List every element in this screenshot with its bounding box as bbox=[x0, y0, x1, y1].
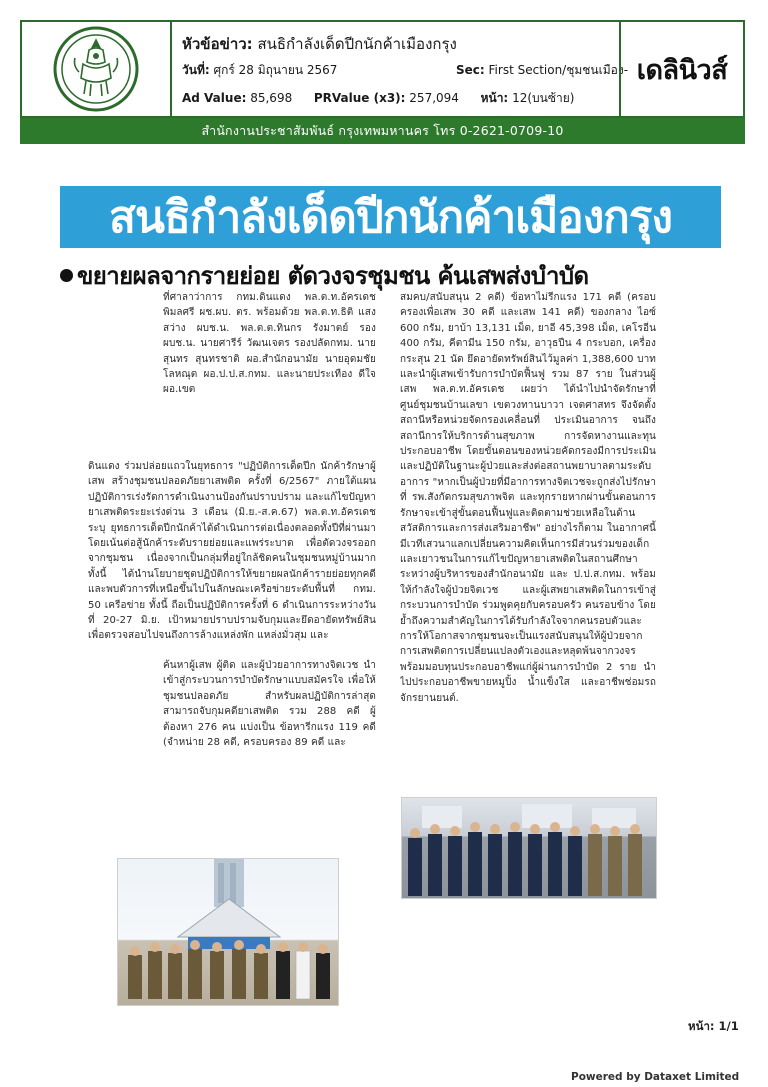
article-subtitle-text: ขยายผลจากรายย่อย ตัดวงจรชุมชน ค้นเสพส่งบำบัด bbox=[77, 262, 589, 290]
pr-value-label: PRValue (x3): bbox=[313, 91, 406, 105]
page-label: หน้า: bbox=[480, 91, 509, 105]
headline-label: หัวข้อข่าว: bbox=[182, 35, 253, 53]
page-indicator: หน้า: 1/1 bbox=[688, 1019, 739, 1033]
event-photo-officials bbox=[117, 858, 339, 1006]
ad-value: 85,698 bbox=[250, 91, 293, 105]
ad-value-label: Ad Value: bbox=[182, 91, 247, 105]
agency-bar: สำนักงานประชาสัมพันธ์ กรุงเทพมหานคร โทร 0-2621-0709-10 bbox=[20, 118, 745, 144]
date-label: วันที่: bbox=[182, 63, 210, 77]
headline-row bbox=[182, 32, 457, 56]
logo-cell bbox=[22, 22, 172, 116]
police-photo-illustration bbox=[402, 798, 657, 899]
info-cell bbox=[174, 22, 629, 116]
article-paragraph-4: สมคบ/สนับสนุน 2 คดี) ข้อหาไม่รีกแรง 171 คดี (ครอบครองเพื่อเสพ 30 คดี และเสพ 141 คดี) ของกลาง ไอซ์ 600 กรัม, ยาบ้า 13,131 เม็ด, ยาอี 45,398 เม็ด, เคโรอีน 400 กรัม, คีตามีน 150 กรัม, อาวุธปืน 4 กระบอก, เครื่องกระสุน 21 นัด ยึดอายัดทรัพย์สินไว้มูลค่า 1,388,600 บาท และนำผู้เสพเข้ารับการบำบัดฟื้นฟู รวม 87 ราย ในส่วนผู้เสพ พล.ต.ท.อัครเดช เผยว่า ได้นำไปนำจัดรักษาที่ศูนย์ชุมชนบ้านเลขา เขตวงทานบาวา เจตศาสทร จึงจัดตั้งสถานีหรือหน่วยจัดกรองเคลื่อนที่ ประเมินอาการ จนถึงสถานีการให้บริการด้านสุขภาพ การจัดหางานและทุนประกอบอาชีพ โดยขั้นตอนของหน่วยคัดกรองมีการประเมินและปฏิบัติในฐานะผู้ป่วยและส่งต่อสถานพยาบาลตามระดับอาการ "หากเป็นผู้ป่วยที่มีอาการทางจิตเวชจะถูกส่งไปรักษาที่ รพ.สังกัดกรมสุขภาพจิต และทุกรายหากผ่านขั้นตอนการรักษาจะเข้าสู่ขั้นตอนฟื้นฟูและติดตามช่วยเหลือในด้านสวัสดิการและการส่งเสริมอาชีพ" อย่างไรก็ตาม ในอากาศนี้มีเวทีเสวนาแลกเปลี่ยนความคิดเห็นการมีส่วนร่วมของเด็กและเยาวชนในการแก้ไขปัญหายาเสพติดในสถานศึกษาระหว่างผู้บริหารของสำนักอนามัย และ ป.ป.ส.กทม. พร้อมให้กำลังใจผู้ป่วยจิตเวช และผู้เสพยาเสพติดในการเข้าสู่กระบวนการบำบัด ร่วมพูดคุยกับครอบครัว คนรอบข้าง โดยย้ำถึงความสำคัญในการได้รับกำลังใจจากคนรอบตัวและการให้โอกาสจากชุมชนจะเป็นแรงสนับสนุนให้ผู้ป่วยจากการเสพติดการเปลี่ยนแปลงตัวเองและหลุดพ้นจากวงจร พร้อมมอบทุนประกอบอาชีพแก่ผู้ผ่านการบำบัด 2 ราย นำไปประกอบอาชีพขายหมูปิ้ง น้ำแข็งใส และอาชีพช่อมรถจักรยานยนต์. bbox=[400, 292, 656, 704]
pr-value: 257,094 bbox=[409, 91, 459, 105]
clipping-header bbox=[20, 20, 745, 144]
headline-value: สนธิกำลังเด็ดปีกนักค้าเมืองกรุง bbox=[257, 35, 457, 53]
publication-cell bbox=[619, 22, 743, 116]
section-label: Sec: bbox=[456, 63, 485, 77]
section-value: First Section/ชุมชนเมือง- bbox=[488, 63, 629, 77]
date-row bbox=[182, 61, 337, 80]
date-value: ศุกร์ 28 มิถุนายน 2567 bbox=[213, 63, 338, 77]
article-title-banner bbox=[60, 186, 721, 248]
article-title: สนธิกำลังเด็ดปีกนักค้าเมืองกรุง bbox=[109, 192, 672, 243]
publication-logo: เดลินิวส์ bbox=[636, 54, 728, 86]
header-box bbox=[20, 20, 745, 118]
event-photo-police-teams bbox=[401, 797, 657, 899]
bma-seal-icon bbox=[53, 26, 139, 112]
article-paragraph-2: ดินแดง ร่วมปล่อยแถวในยุทธการ "ปฏิบัติการเด็ดปีก นักค้ารักษาผู้เสพ สร้างชุมชนปลอดภัยยาเสพติด ครั้งที่ 6/2567" ภายใต้แผนปฏิบัติการเร่งรัดการดำเนินงานป้องกันปราบปราม และแก้ไขปัญหายาเสพติดระยะเร่งด่วน 3 เดือน (มิ.ย.-ส.ค.67) พล.ต.ท.อัครเดช ระบุ ยุทธการเด็ดปีกนักค้าได้ดำเนินการต่อเนื่องตลอดทั้งปีที่ผ่านมา โดยเน้นต่อสู้นักค้าระดับรายย่อยและแพร่ระบาด เพื่อตัดวงจรออกจากชุมชน เนื่องจากเป็นกลุ่มที่อยู่ใกล้ชิดคนในชุมชนหมู่บ้านมาก ทั้งนี้ ได้นำนโยบายชุดปฏิบัติการให้ขยายผลนักค้ารายย่อยทุกคดี และพบตัวการที่เหนือขึ้นไปในลักษณะเครือข่ายระดับพื้นที่ กทม. 50 เครือข่าย ทั้งนี้ ถือเป็นปฏิบัติการครั้งที่ 6 ดำเนินการระหว่างวันที่ 20-27 มิ.ย. เป้าหมายปราบปรามจับกุมและยึดอายัดทรัพย์สินเพื่อตรวจสอบไปจนถึงการล้างแหล่งพัก แหล่งมั่วสุม และ bbox=[88, 461, 376, 642]
value-row bbox=[182, 89, 574, 108]
page-value: 12(บนซ้าย) bbox=[512, 91, 575, 105]
powered-by: Powered by Dataxet Limited bbox=[571, 1071, 740, 1083]
event-photo-illustration bbox=[118, 859, 339, 1006]
article-paragraph-3: ค้นหาผู้เสพ ผู้ติด และผู้ป่วยอาการทางจิตเวช นำเข้าสู่กระบวนการบำบัดรักษาแบบสมัครใจ เพื่อให้ชุมชนปลอดภัย สำหรับผลปฏิบัติการล่าสุด สามารถจับกุมคดียาเสพติด รวม 288 คดี ผู้ต้องหา 276 คน แบ่งเป็น ข้อหารีกแรง 119 คดี (จำหน่าย 28 คดี, ครอบครอง 89 คดี และ bbox=[163, 660, 376, 749]
bullet-icon bbox=[60, 269, 73, 282]
article-paragraph-1: ที่ศาลาว่าการ กทม.ดินแดง พล.ต.ท.อัครเดช พิมลศรี ผช.ผบ. ตร. พร้อมด้วย พล.ต.ท.ธิติ แสงสว่าง ผบช.น. พล.ต.ต.ทินกร รังมาตย์ รอง ผบช.น. นายศารีร์ วัฒนเจตร รองปลัดกทม. นายสุนทร สุนทรชาติ ผอ.สำนักอนามัย นายอุดมชัย โลหณุต ผอ.ป.ป.ส.กทม. และนายประเทือง ดีใจ ผอ.เขต bbox=[163, 292, 376, 396]
section-row bbox=[456, 61, 628, 80]
